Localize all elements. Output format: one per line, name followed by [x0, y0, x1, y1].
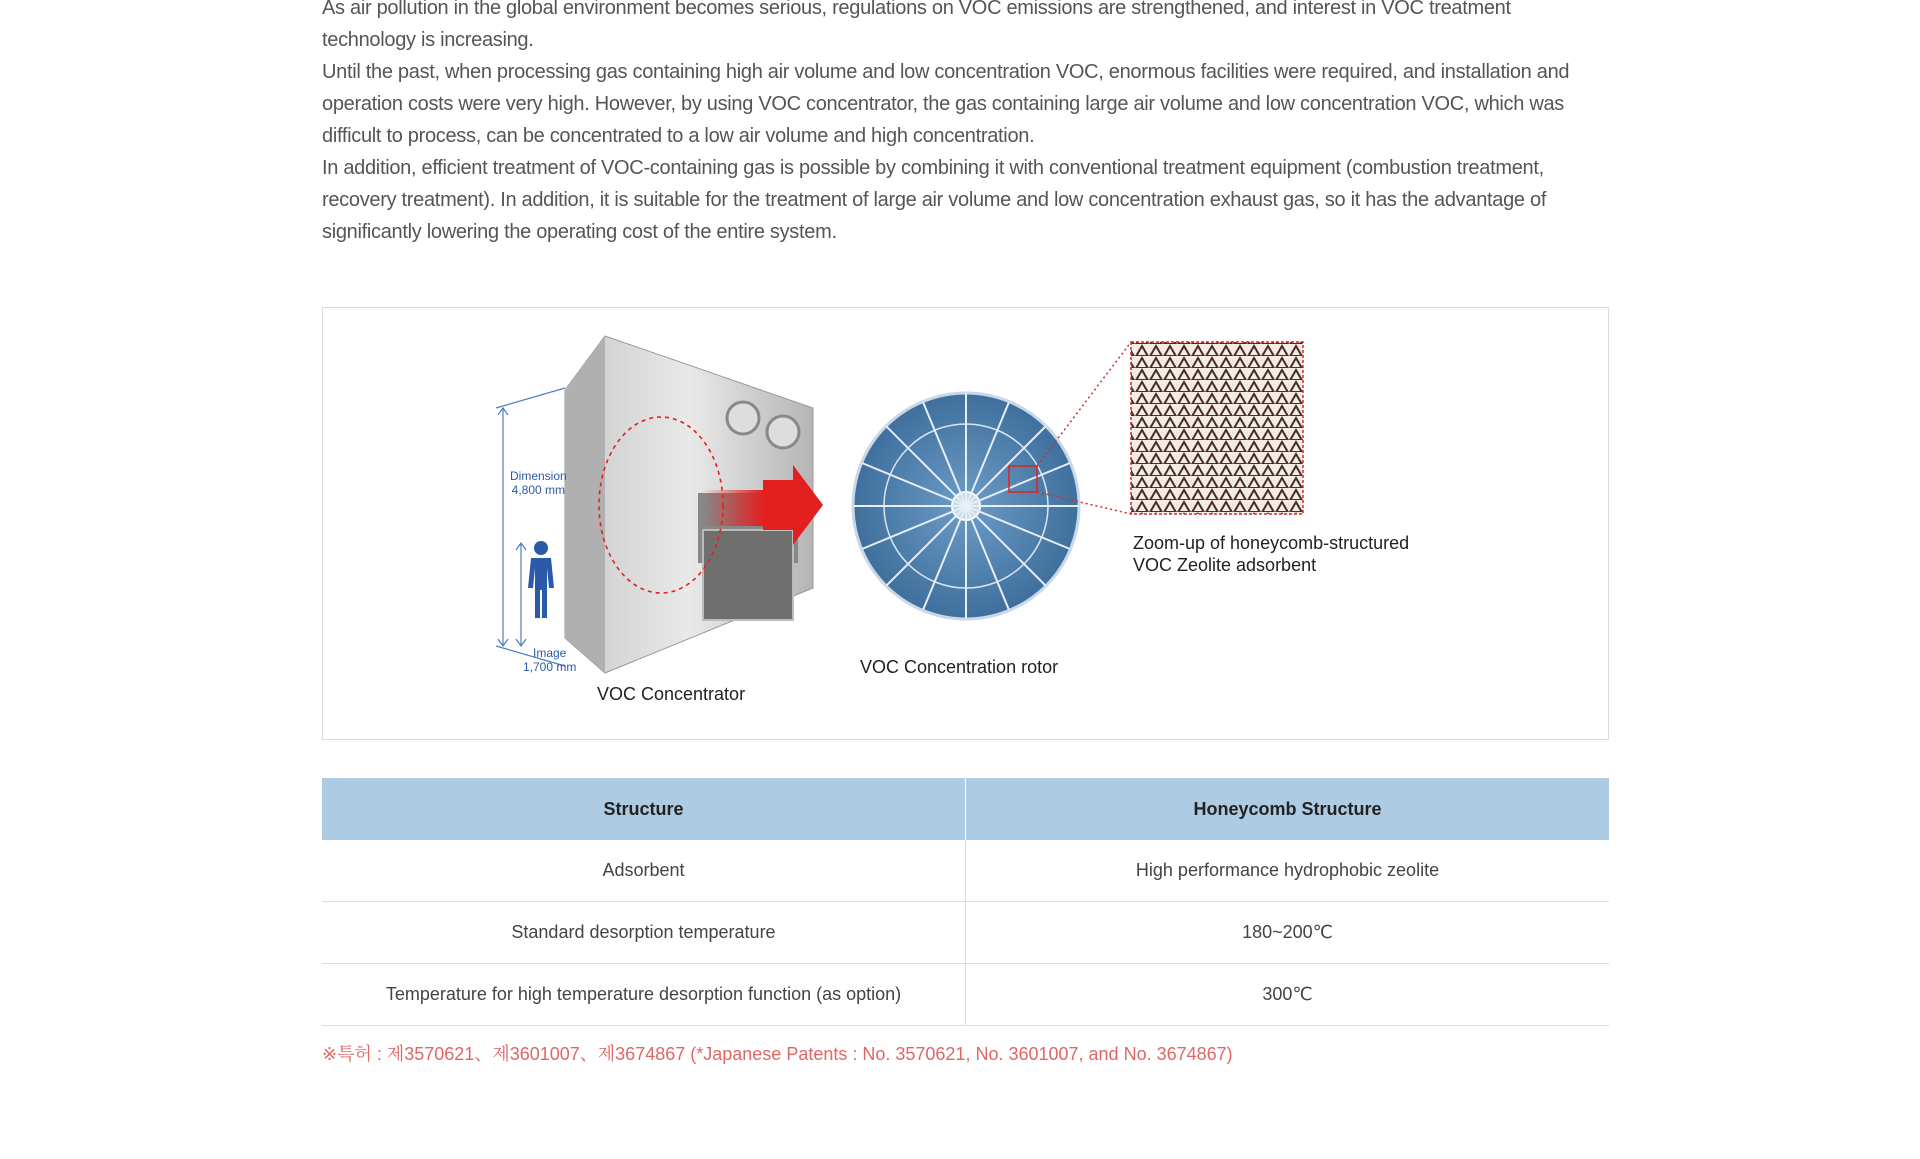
rotor-label: VOC Concentration rotor [860, 657, 1059, 677]
spec-table [322, 778, 1609, 1026]
table-header-row [322, 778, 1609, 840]
zoom-label [1133, 532, 1409, 576]
person-icon [528, 541, 554, 618]
intro-paragraph-3: In addition, efficient treatment of VOC-containing gas is possible by combining it with conventional treatment equipment (combustion treatment, recovery treatment). In addition, it is suitable for the treatment of large air volume and low concentration exhaust gas, so it has the advantage of significantly lowering the operating cost of the entire system. [322, 157, 1547, 243]
image-size-label [523, 646, 576, 674]
intro-paragraph-1: As air pollution in the global environment becomes serious, regulations on VOC emissions are strengthened, and interest in VOC treatment technology is increasing. [322, 0, 1511, 51]
table-cell: Standard desorption temperature [322, 902, 966, 964]
dimension-label [510, 469, 567, 497]
table-header-structure: Structure [322, 778, 966, 840]
table-row [322, 902, 1609, 964]
table-cell: Adsorbent [322, 840, 966, 902]
intro-text [322, 0, 1609, 248]
table-header-honeycomb: Honeycomb Structure [966, 778, 1610, 840]
concentrator-label: VOC Concentrator [597, 684, 746, 704]
concentrator-machine [565, 336, 823, 673]
voc-figure [322, 307, 1609, 740]
table-cell: High performance hydrophobic zeolite [966, 840, 1610, 902]
table-row [322, 964, 1609, 1026]
zoom-label-line-2: VOC Zeolite adsorbent [1133, 555, 1317, 575]
table-row [322, 840, 1609, 902]
dimension-title: Dimension [510, 469, 567, 483]
rotor-wheel [853, 393, 1079, 619]
patent-note: ※특허 : 제3570621、제3601007、제3674867 (*Japanese Patents : No. 3570621, No. 3601007, and No. 3674867) [322, 1044, 1233, 1064]
dimension-value: 4,800 mm [511, 483, 566, 497]
table-cell: 180~200℃ [966, 902, 1610, 964]
zoom-label-line-1: Zoom-up of honeycomb-structured [1133, 533, 1410, 553]
dimension-lines [496, 388, 565, 666]
honeycomb-zoom-image [1131, 342, 1303, 514]
image-size-value: 1,700 mm [523, 660, 577, 674]
image-size-title: Image [533, 646, 567, 660]
intro-paragraph-2: Until the past, when processing gas containing high air volume and low concentration VOC, enormous facilities were required, and installation and operation costs were very high. However, by using VOC concentrator, the gas containing large air volume and low concentration VOC, which was difficult to process, can be concentrated to a low air volume and high concentration. [322, 61, 1570, 147]
table-cell: Temperature for high temperature desorption function (as option) [322, 964, 966, 1026]
table-cell: 300℃ [966, 964, 1610, 1026]
